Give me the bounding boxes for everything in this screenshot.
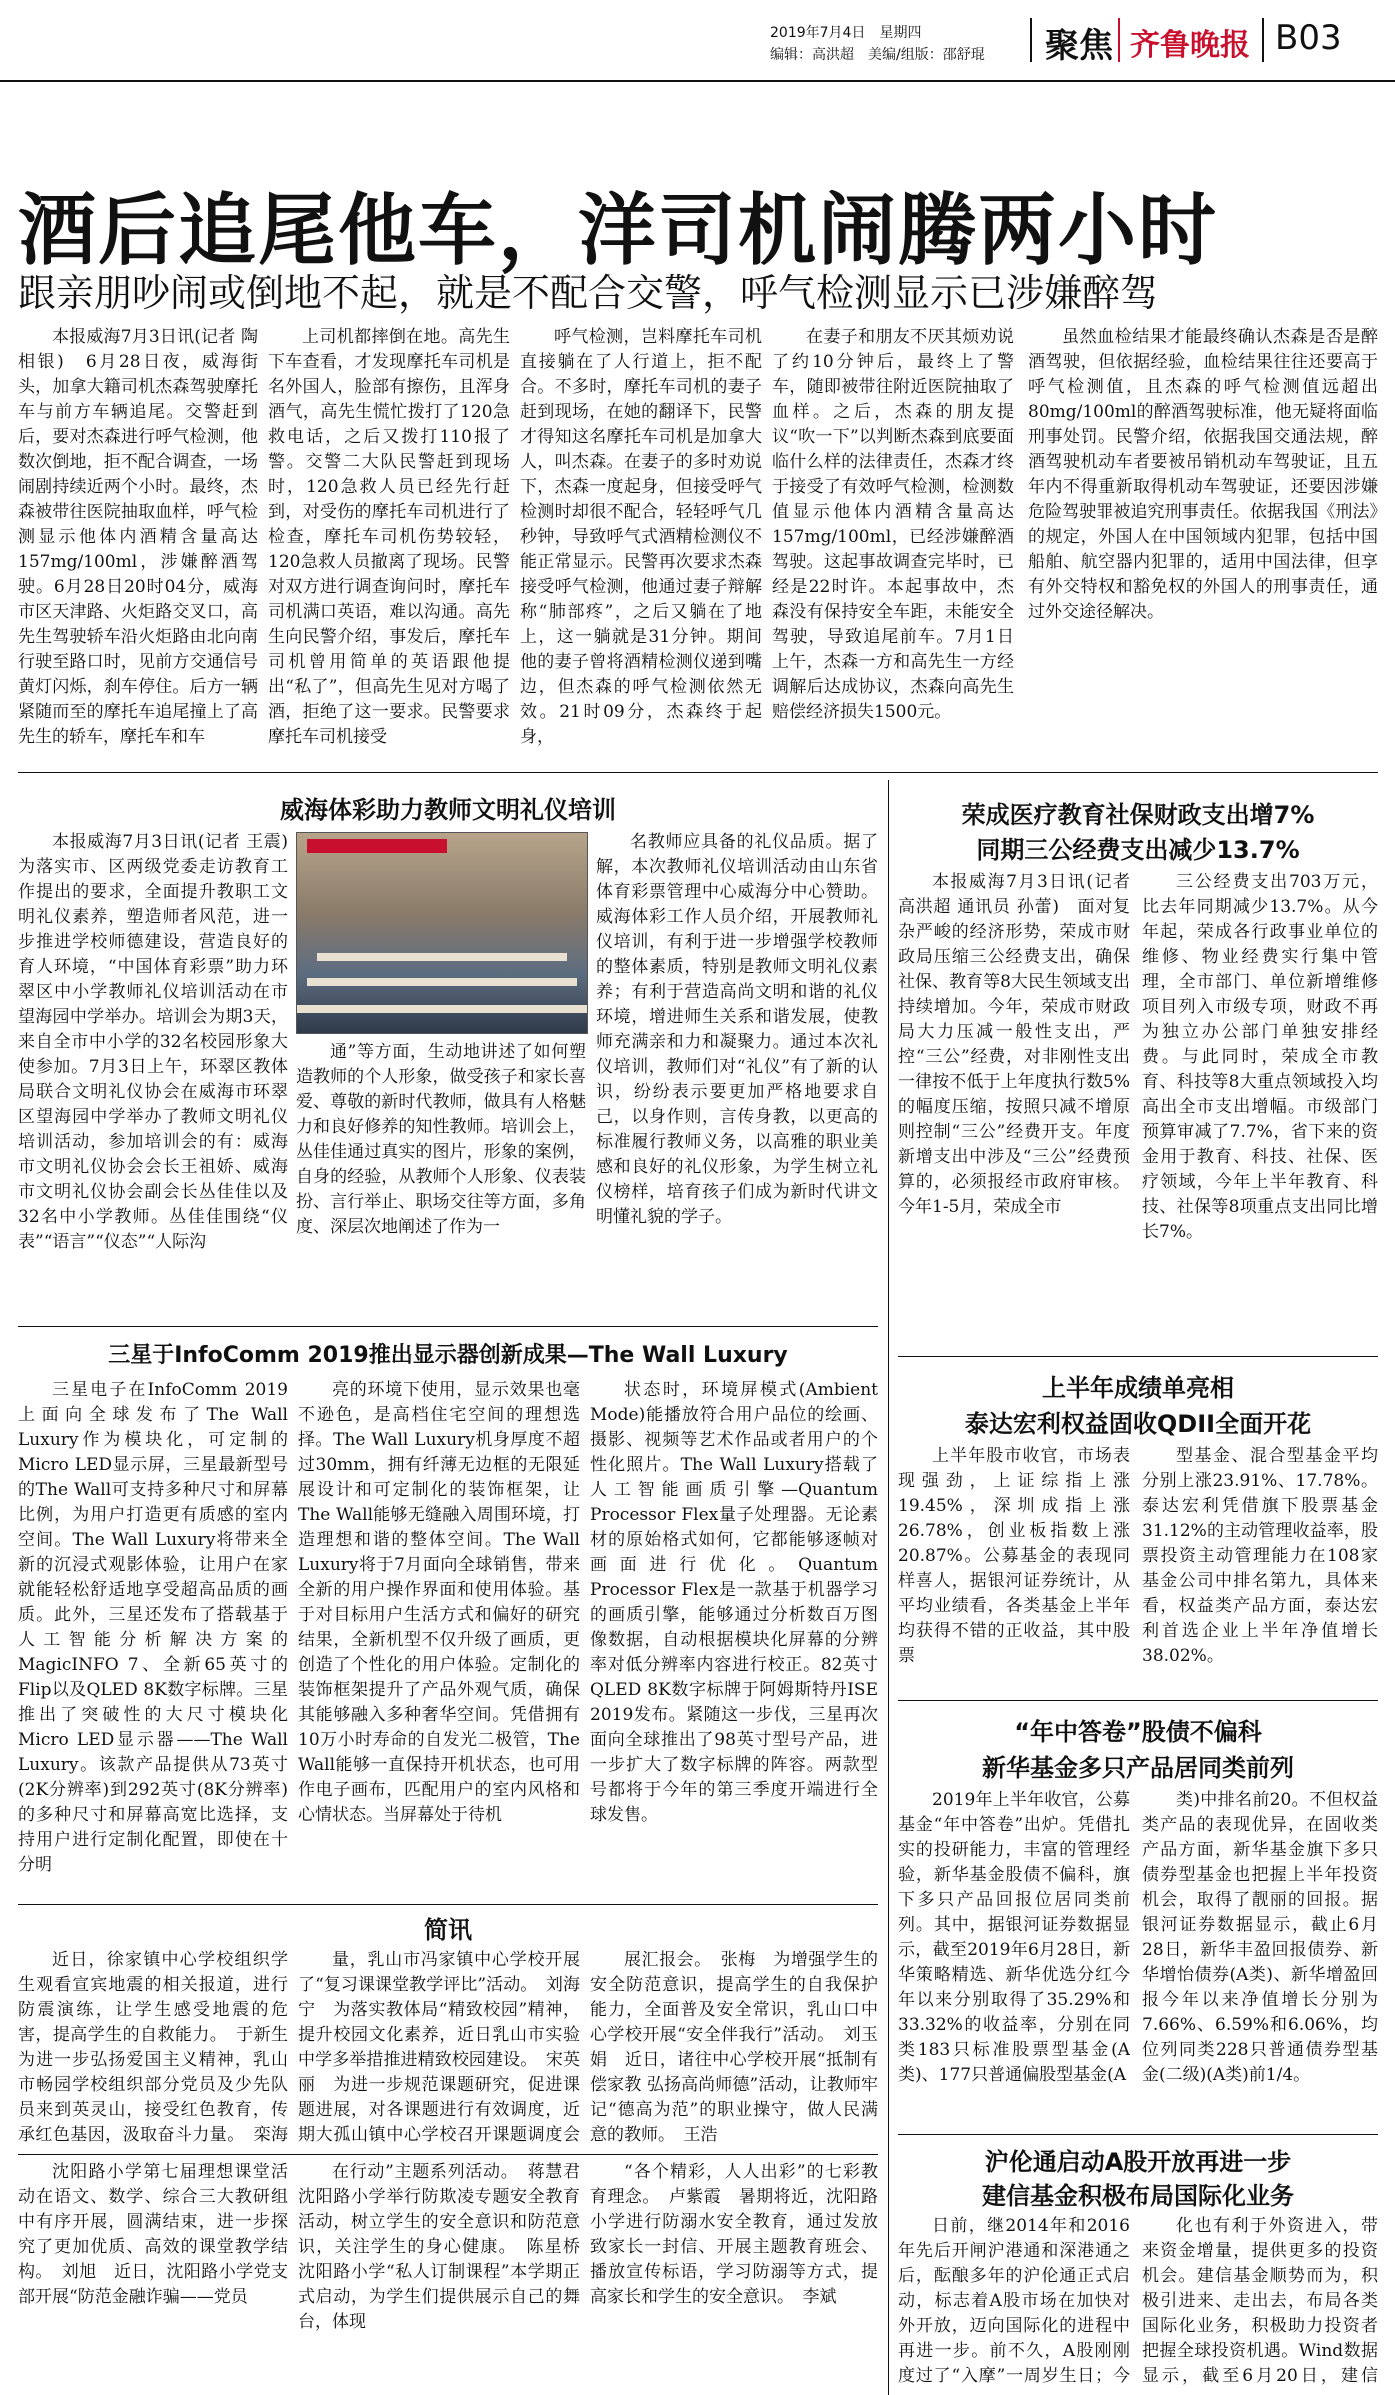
hk-subheadline: 建信基金积极布局国际化业务 xyxy=(982,2182,1294,2210)
masthead-rule xyxy=(0,80,1395,82)
samsung-column xyxy=(298,1378,580,1898)
taida-column xyxy=(1142,1444,1378,1694)
brief-column xyxy=(298,1948,580,2148)
taida-column xyxy=(898,1444,1130,1694)
brief-column xyxy=(18,1948,288,2148)
bond-col-text: 2019年上半年收官，公募基金“年中答卷”出炉。凭借扎实的投研能力，丰富的管理经验，新华基金股债不偏科，旗下多只产品回报位居同类前列。其中，据银河证券数据显示，截至2019年6月28日，新华策略精选、新华优选分红今年以来分别取得了35.29%和33.32%的收益率，分别在同类183只标准股票型基金(A类)、177只普通偏股型基金(A xyxy=(898,1790,1130,2085)
hk-headline: 沪伦通启动A股开放再进一步 xyxy=(984,2148,1292,2176)
etiquette-col-text: 名教师应具备的礼仪品质。据了解，本次教师礼仪培训活动由山东省体育彩票管理中心威海分中心赞助。威海体彩工作人员介绍，开展教师礼仪培训，有利于进一步增强学校教师的整体素质，特别是教师文明礼仪素养；有利于营造高尚文明和谐的礼仪环境，增进师生关系和谐发展，使教师充满亲和力和凝聚力。通过本次礼仪培训，教师们对“礼仪”有了新的认识，纷纷表示要更加严格地要求自己，以身作则，言传身教，以更高的标准履行教师义务，以高雅的职业美感和良好的礼仪形象，为学生树立礼仪榜样，培育孩子们成为新时代讲文明懂礼貌的学子。 xyxy=(596,832,878,1227)
brief-text: “各个精彩，人人出彩”的七彩教育理念。 卢紫霞 暑期将近，沈阳路小学进行防溺水安全教育，通过发放致家长一封信、开展主题教育班会、播放宣传标语，学习防溺等方式，提高家长和学生的安全意识。 李斌 xyxy=(590,2162,878,2307)
issue-date: 2019年7月4日 星期四 xyxy=(770,25,922,41)
lead-column xyxy=(520,325,762,765)
bond-headline: “年中答卷”股债不偏科 xyxy=(1014,1718,1262,1746)
hk-col-text: 日前，继2014年和2016年先后开闸沪港通和深港通之后，酝酿多年的沪伦通正式启动，标志着A股市场在加快对外开放，迈向国际化的进程中再进一步。前不久，A股刚刚度过了“入摩”一周岁生日；今 xyxy=(898,2216,1130,2386)
hk-column xyxy=(1142,2214,1378,2389)
masthead xyxy=(0,0,1395,80)
section-rule xyxy=(898,1356,1378,1357)
briefs-headline: 简讯 xyxy=(424,1916,472,1944)
brief-column xyxy=(590,1948,878,2148)
samsung-col-text: 三星电子在InfoComm 2019上面向全球发布了The Wall Luxury作为模块化，可定制的Micro LED显示屏，三星最新型号的The Wall可支持多种尺寸和屏幕比例，为用户打造更有质感的室内空间。The Wall Luxury将带来全新的沉浸式观影体验，让用户在家就能轻松舒适地享受超高品质的画质。此外，三星还发布了搭载基于人工智能分析解决方案的MagicINFO 7、全新65英寸的Flip以及QLED 8K数字标牌。三星推出了突破性的大尺寸模块化Micro LED显示器——The Wall Luxury。该款产品提供从73英寸(2K分辨率)到292英寸(8K分辨率)的多种尺寸和屏幕高宽比选择，支持用户进行定制化配置，即使在十分明 xyxy=(18,1380,288,1875)
bond-col-text: 类)中排名前20。不但权益类产品的表现优异，在固收类产品方面，新华基金旗下多只债券型基金也把握上半年投资机会，取得了靓丽的回报。据银河证券数据显示，截止6月28日，新华丰盈回报债券、新华增怡债券(A类)、新华增盈回报今年以来净值增长分别为7.66%、6.59%和6.06%，均位列同类228只普通债券型基金(二级)(A类)前1/4。 xyxy=(1142,1790,1378,2085)
rongcheng-column xyxy=(1142,870,1378,1350)
lead-subhead: 跟亲朋吵闹或倒地不起，就是不配合交警，呼气检测显示已涉嫌醉驾 xyxy=(18,271,1159,315)
editors-credit: 编辑：高洪超 美编/组版：邵舒琨 xyxy=(770,47,985,63)
rongcheng-headline: 荣成医疗教育社保财政支出增7% xyxy=(961,801,1315,829)
section-rule xyxy=(18,1326,878,1327)
lead-column xyxy=(1028,325,1378,765)
brief-column xyxy=(590,2160,878,2385)
brief-text: 展汇报会。 张梅 为增强学生的安全防范意识，提高学生的自我保护能力，全面普及安全常识，乳山口中心学校开展“安全伴我行”活动。 刘玉娟 近日，诸往中心学校开展“抵制有偿家教 弘扬高尚师德”活动，让教师牢记“德高为范”的职业操守，做人民满意的教师。 王浩 xyxy=(590,1950,878,2145)
lead-col-text: 本报威海7月3日讯(记者 陶相银) 6月28日夜，威海街头，加拿大籍司机杰森驾驶摩托车与前方车辆追尾。交警赶到后，要对杰森进行呼气检测，他数次倒地，拒不配合调查，一场闹剧持续近两个小时。最终，杰森被带往医院抽取血样，呼气检测显示他体内酒精含量高达157mg/100ml，涉嫌醉酒驾驶。6月28日20时04分，威海市区天津路、火炬路交叉口，高先生驾驶轿车沿火炬路由北向南行驶至路口时，见前方交通信号黄灯闪烁，刹车停住。后方一辆紧随而至的摩托车追尾撞上了高先生的轿车，摩托车和车 xyxy=(18,327,258,747)
taida-headline: 上半年成绩单亮相 xyxy=(1042,1374,1234,1402)
section-rule xyxy=(18,2154,878,2155)
taida-col-text: 上半年股市收官，市场表现强劲，上证综指上涨19.45%，深圳成指上涨26.78%，创业板指数上涨20.87%。公募基金的表现同样喜人，据银河证券统计，从平均业绩看，各类基金上半年均获得不错的正收益，其中股票 xyxy=(898,1446,1130,1666)
rongcheng-col-text: 本报威海7月3日讯(记者 高洪超 通讯员 孙蕾) 面对复杂严峻的经济形势，荣成市财政局压缩三公经费支出，确保社保、教育等8大民生领域支出持续增加。今年，荣成市财政局大力压减一般性支出，严控“三公”经费，对非刚性支出一律按不低于上年度执行数5%的幅度压缩，按照只减不增原则控制“三公”经费开支。年度新增支出中涉及“三公”经费预算的，必须报经市政府审核。今年1-5月，荣成全市 xyxy=(898,872,1130,1217)
section-rule xyxy=(898,1700,1378,1701)
section-rule xyxy=(898,2134,1378,2135)
taida-col-text: 型基金、混合型基金平均分别上涨23.91%、17.78%。泰达宏利凭借旗下股票基金31.12%的主动管理收益率，股票投资主动管理能力在108家基金公司中排名第九，具体来看，权益类产品方面，泰达宏利首选企业上半年净值增长38.02%。 xyxy=(1142,1446,1378,1666)
hk-column xyxy=(898,2214,1130,2389)
etiquette-column xyxy=(296,1040,586,1320)
samsung-col-text: 亮的环境下使用，显示效果也毫不逊色，是高档住宅空间的理想选择。The Wall Luxury机身厚度不超过30mm，拥有纤薄无边框的无限延展设计和可定制化的装饰框架，让The Wall能够无缝融入周围环境，打造理想和谐的整体空间。The Wall Luxury将于7月面向全球销售，带来全新的用户操作界面和使用体验。基于对目标用户生活方式和偏好的研究结果，全新机型不仅升级了画质，更创造了个性化的用户体验。定制化的装饰框架提升了产品外观气质，确保其能够融入多种奢华空间。凭借拥有10万小时寿命的自发光二极管，The Wall能够一直保持开机状态，也可用作电子画布，匹配用户的室内风格和心情状态。当屏幕处于待机 xyxy=(298,1380,580,1825)
samsung-headline: 三星于InfoComm 2019推出显示器创新成果—The Wall Luxury xyxy=(108,1343,788,1368)
brief-text: 沈阳路小学第七届理想课堂活动在语文、数学、综合三大教研组中有序开展，圆满结束，进一步探究了更加优质、高效的课堂教学结构。 刘旭 近日，沈阳路小学党支部开展“防范金融诈骗——党员 xyxy=(18,2162,288,2307)
etiquette-column xyxy=(596,830,878,1320)
column-rule xyxy=(888,780,889,2395)
photo-detail xyxy=(297,1005,587,1013)
lead-column xyxy=(18,325,258,765)
lead-col-text: 上司机都摔倒在地。高先生下车查看，才发现摩托车司机是名外国人，脸部有擦伤，且浑身酒气，高先生慌忙拨打了120急救电话，之后又拨打110报了警。交警二大队民警赶到现场时，120急救人员已经先行赶到，对受伤的摩托车司机进行了检查，摩托车司机伤势较轻，120急救人员撤离了现场。民警对双方进行调查询问时，摩托车司机满口英语，难以沟通。高先生向民警介绍，事发后，摩托车司机曾用简单的英语跟他提出“私了”，但高先生见对方喝了酒，拒绝了这一要求。民警要求摩托车司机接受 xyxy=(268,327,510,747)
samsung-col-text: 状态时，环境屏模式(Ambient Mode)能播放符合用户品位的绘画、摄影、视频等艺术作品或者用户的个性化照片。The Wall Luxury搭载了人工智能画质引擎—Quantum Processor Flex量子处理器。无论素材的原始格式如何，它都能够逐帧对画面进行优化。Quantum Processor Flex是一款基于机器学习的画质引擎，能够通过分析数百万图像数据，自动根据模块化屏幕的分辨率对低分辨率内容进行校正。82英寸QLED 8K数字标牌于阿姆斯特丹ISE 2019发布。紧随这一步伐，三星再次面向全球推出了98英寸型号产品，进一步扩大了数字标牌的阵容。两款型号都将于今年的第三季度开端进行全球发售。 xyxy=(590,1380,878,1825)
page-number: B03 xyxy=(1275,18,1342,58)
divider xyxy=(1118,18,1120,62)
section-rule xyxy=(18,772,1378,773)
lead-col-text: 在妻子和朋友不厌其烦劝说了约10分钟后，最终上了警车，随即被带往附近医院抽取了血样。之后，杰森的朋友提议“吹一下”以判断杰森到底要面临什么样的法律责任，杰森才终于接受了有效呼气检测，检测数值显示他体内酒精含量高达157mg/100ml，已经涉嫌醉酒驾驶。这起事故调查完毕时，已经是22时许。本起事故中，杰森没有保持安全车距，未能安全驾驶，导致追尾前车。7月1日上午，杰森一方和高先生一方经调解后达成协议，杰森向高先生赔偿经济损失1500元。 xyxy=(772,327,1014,722)
section-rule xyxy=(18,1904,878,1905)
rongcheng-column xyxy=(898,870,1130,1350)
lead-column xyxy=(268,325,510,765)
section-name: 聚焦 xyxy=(1045,26,1113,66)
lead-col-text: 呼气检测，岂料摩托车司机直接躺在了人行道上，拒不配合。不多时，摩托车司机的妻子赶到现场，在她的翻译下，民警才得知这名摩托车司机是加拿大人，叫杰森。在妻子的多时劝说下，杰森一度起身，但接受呼气检测时却很不配合，轻轻呼气几秒钟，导致呼气式酒精检测仪不能正常显示。民警再次要求杰森接受呼气检测，他通过妻子辩解称“肺部疼”，之后又躺在了地上，这一躺就是31分钟。期间他的妻子曾将酒精检测仪递到嘴边，但杰森的呼气检测依然无效。21时09分，杰森终于起身， xyxy=(520,327,762,747)
taida-subheadline: 泰达宏利权益固收QDII全面开花 xyxy=(964,1410,1312,1438)
lead-headline: 酒后追尾他车，洋司机闹腾两小时 xyxy=(18,186,1219,276)
etiquette-col-text: 通”等方面，生动地讲述了如何塑造教师的个人形象，做受孩子和家长喜爱、尊敬的新时代教师，做具有人格魅力和良好修养的知性教师。培训会上，丛佳佳通过真实的图片，形象的案例，自身的经验，从教师个人形象、仪表装扮、言行举止、职场交往等方面，多角度、深层次地阐述了作为一 xyxy=(296,1042,586,1237)
brief-column xyxy=(298,2160,580,2385)
bond-subheadline: 新华基金多只产品居同类前列 xyxy=(982,1754,1294,1782)
divider xyxy=(1030,18,1032,62)
etiquette-headline: 威海体彩助力教师文明礼仪培训 xyxy=(280,796,616,824)
samsung-column xyxy=(18,1378,288,1898)
bond-column xyxy=(1142,1788,1378,2128)
rongcheng-subheadline: 同期三公经费支出减少13.7% xyxy=(976,836,1300,864)
etiquette-col-text: 本报威海7月3日讯(记者 王震) 为落实市、区两级党委走访教育工作提出的要求，全面提升教职工文明礼仪素养，塑造师者风范，进一步推进学校师德建设，营造良好的育人环境，“中国体育彩票”助力环翠区中小学教师礼仪培训活动在市望海园中学举办。培训会为期3天，来自全市中小学的32名校园形象大使参加。7月3日上午，环翠区教体局联合文明礼仪协会在威海市环翠区望海园中学举办了教师文明礼仪培训活动，参加培训会的有：威海市文明礼仪协会会长王祖娇、威海市文明礼仪协会副会长丛佳佳以及32名中小学教师。丛佳佳围绕“仪表”“语言”“仪态”“人际沟 xyxy=(18,832,288,1252)
photo-detail xyxy=(307,978,577,986)
etiquette-column xyxy=(18,830,288,1320)
hk-col-text: 化也有利于外资进入，带来资金增量，提供更多的投资机会。建信基金顺势而为，积极引进来、走出去，布局各类国际化业务，积极助力投资者把握全球投资机遇。Wind数据显示，截至6月20日，建信 xyxy=(1142,2216,1378,2386)
brief-text: 在行动”主题系列活动。 蒋慧君 沈阳路小学举行防欺凌专题安全教育活动，树立学生的安全意识和防范意识，关注学生的身心健康。 陈星桥 沈阳路小学“私人订制课程”本学期正式启动，为学生们提供展示自己的舞台，体现 xyxy=(298,2162,580,2332)
training-photo xyxy=(296,832,588,1034)
photo-detail xyxy=(317,953,567,961)
samsung-column xyxy=(590,1378,878,1898)
lead-column xyxy=(772,325,1014,765)
lead-col-text: 虽然血检结果才能最终确认杰森是否是醉酒驾驶，但依据经验，血检结果往往还要高于呼气检测值，且杰森的呼气检测值远超出80mg/100ml的醉酒驾驶标准，他无疑将面临刑事处罚。民警介绍，依据我国交通法规，醉酒驾驶机动车者要被吊销机动车驾驶证，且五年内不得重新取得机动车驾驶证，还要因涉嫌危险驾驶罪被追究刑事责任。依据我国《刑法》的规定，外国人在中国领域内犯罪，包括中国船舶、航空器内犯罪的，适用中国法律，但享有外交特权和豁免权的外国人的刑事责任，通过外交途径解决。 xyxy=(1028,327,1378,622)
rongcheng-col-text: 三公经费支出703万元，比去年同期减少13.7%。从今年起，荣成各行政事业单位的维修、物业经费实行集中管理，全市部门、单位新增维修项目列入市级专项，财政不再为独立办公部门单独安排经费。与此同时，荣成全市教育、科技等8大重点领域投入均高出全市支出增幅。市级部门预算审减了7.7%，省下来的资金用于教育、科技、社保、医疗领域，今年上半年教育、科技、社保等8项重点支出同比增长7%。 xyxy=(1142,872,1378,1242)
brief-column xyxy=(18,2160,288,2385)
brief-text: 近日，徐家镇中心学校组织学生观看宣宾地震的相关报道，进行防震演练，让学生感受地震的危害，提高学生的自救能力。 于新生 为进一步弘扬爱国主义精神，乳山市畅园学校组织部分党员及少先队员来到英灵山，接受红色教育，传承红色基因，汲取奋斗力量。 栾海 xyxy=(18,1950,288,2145)
divider xyxy=(1262,18,1264,62)
photo-banner xyxy=(307,839,447,853)
bond-column xyxy=(898,1788,1130,2128)
newspaper-logo: 齐鲁晚报 xyxy=(1130,28,1250,63)
brief-text: 量，乳山市冯家镇中心学校开展了“复习课课堂教学评比”活动。 刘海宁 为落实教体局“精致校园”精神，提升校园文化素养，近日乳山市实验中学多举措推进精致校园建设。 宋英丽 为进一步规范课题研究，促进课题进展，对各课题进行有效调度，近期大孤山镇中心学校召开课题调度会 xyxy=(298,1950,580,2145)
